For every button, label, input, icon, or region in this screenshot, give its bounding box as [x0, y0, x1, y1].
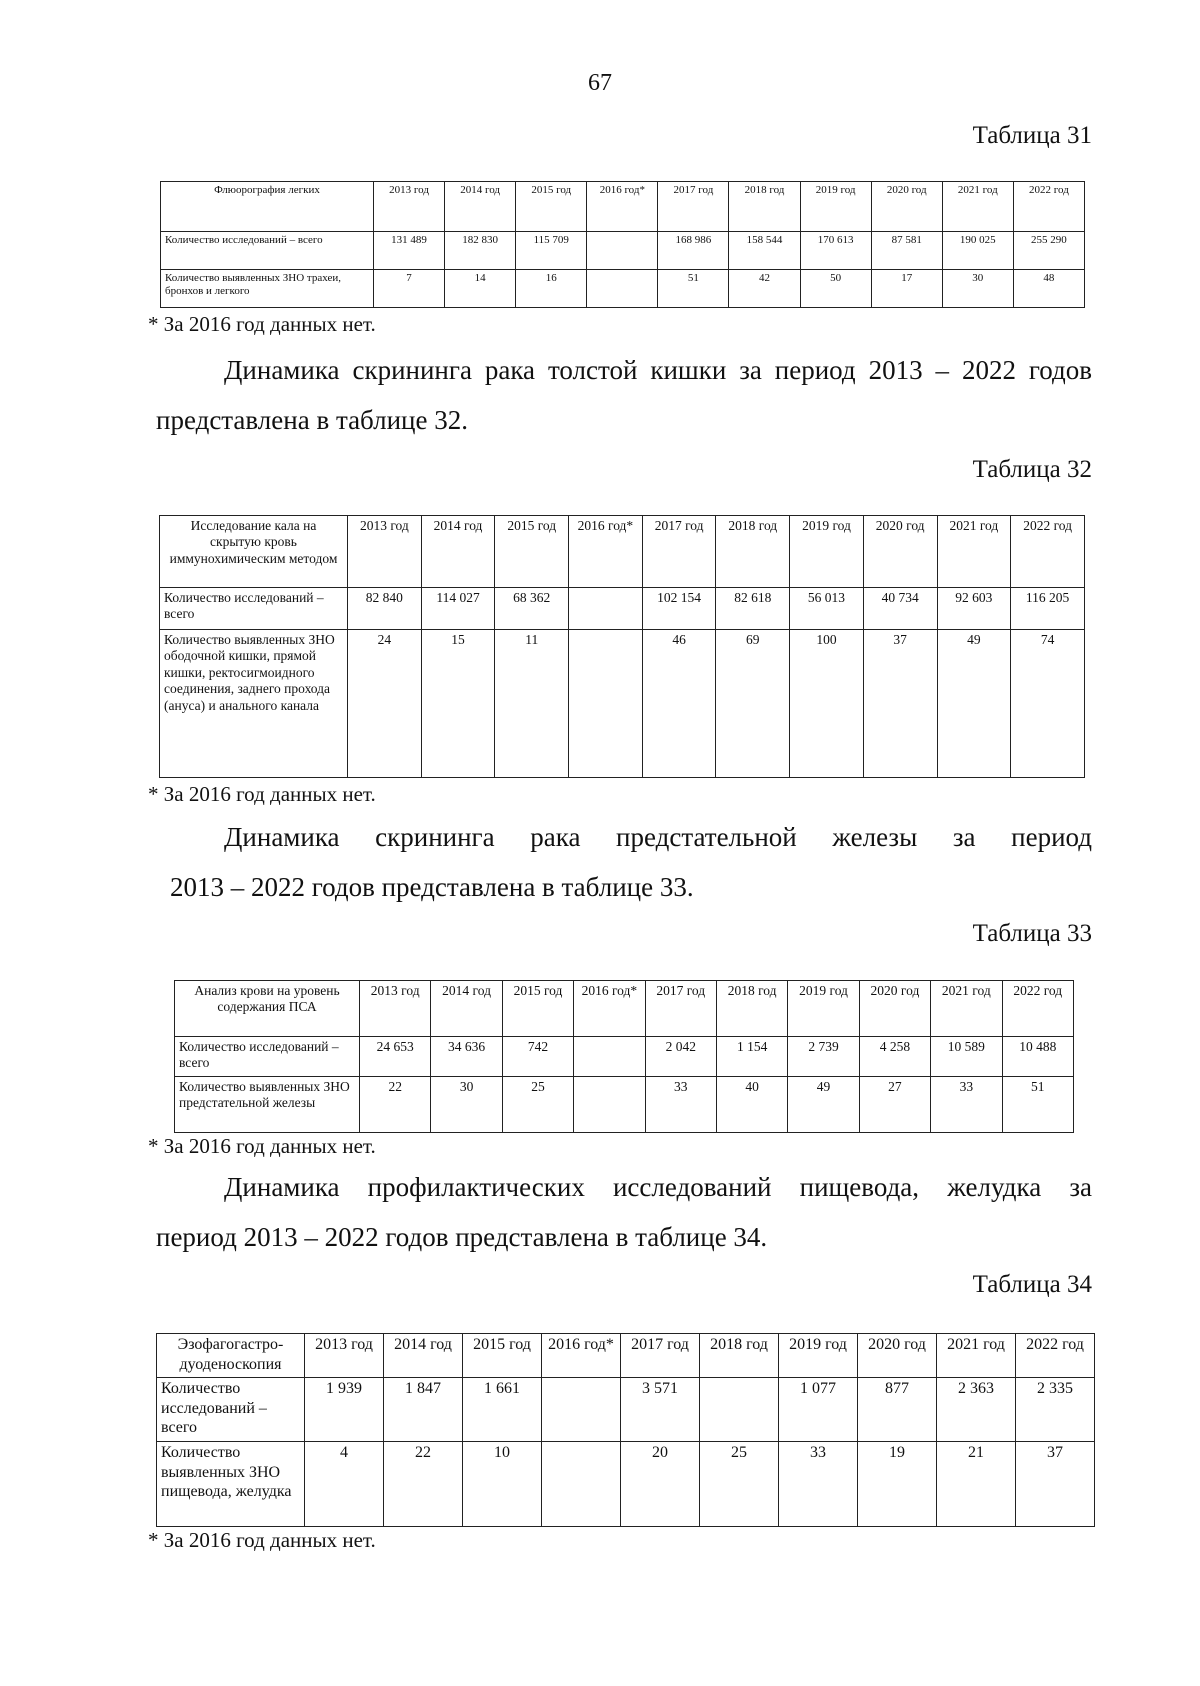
footnote-32: * За 2016 год данных нет. [148, 782, 376, 806]
table-row [161, 270, 1085, 308]
year-cell: 2014 год [445, 182, 516, 232]
year-cell: 2016 год* [542, 1334, 621, 1378]
value-cell: 21 [937, 1442, 1016, 1527]
value-cell: 37 [863, 630, 937, 778]
value-cell: 2 335 [1016, 1378, 1095, 1442]
table-header-cell: Анализ крови на уровень содержания ПСА [175, 981, 360, 1037]
value-cell: 34 636 [431, 1037, 502, 1077]
value-cell: 102 154 [642, 588, 716, 630]
value-cell: 74 [1011, 630, 1085, 778]
value-cell: 1 661 [463, 1378, 542, 1442]
value-cell: 100 [790, 630, 864, 778]
year-cell: 2021 год [937, 516, 1011, 588]
row-label: Количество исследований – всего [157, 1378, 305, 1442]
value-cell: 19 [858, 1442, 937, 1527]
year-cell: 2018 год [700, 1334, 779, 1378]
value-cell: 25 [502, 1077, 573, 1133]
table-header-cell: Исследование кала на скрытую кровь иммунохимическим методом [160, 516, 348, 588]
year-cell: 2021 год [942, 182, 1013, 232]
year-cell: 2019 год [788, 981, 859, 1037]
value-cell: 170 613 [800, 232, 871, 270]
value-cell: 33 [645, 1077, 716, 1133]
value-cell: 33 [931, 1077, 1002, 1133]
value-cell: 42 [729, 270, 800, 308]
value-cell [587, 270, 658, 308]
value-cell [542, 1378, 621, 1442]
value-cell: 37 [1016, 1442, 1095, 1527]
table-header-cell: Флюорография легких [161, 182, 374, 232]
value-cell: 10 488 [1002, 1037, 1073, 1077]
year-cell: 2022 год [1016, 1334, 1095, 1378]
year-cell: 2018 год [716, 516, 790, 588]
value-cell: 51 [1002, 1077, 1073, 1133]
table-header-row [161, 182, 1085, 232]
value-cell: 131 489 [374, 232, 445, 270]
value-cell: 190 025 [942, 232, 1013, 270]
table-33-caption: Таблица 33 [972, 920, 1092, 947]
year-cell: 2022 год [1013, 182, 1084, 232]
year-cell: 2016 год* [587, 182, 658, 232]
footnote-33: * За 2016 год данных нет. [148, 1134, 376, 1158]
year-cell: 2014 год [431, 981, 502, 1037]
value-cell: 22 [360, 1077, 431, 1133]
row-label: Количество выявленных ЗНО трахеи, бронхов и легкого [161, 270, 374, 308]
paragraph-32-line-1: Динамика скрининга рака толстой кишки за период 2013 – 2022 годов [224, 355, 1092, 385]
value-cell: 20 [621, 1442, 700, 1527]
table-header-cell: Эзофагогастро-дуоденоскопия [157, 1334, 305, 1378]
year-cell: 2022 год [1011, 516, 1085, 588]
year-cell: 2017 год [642, 516, 716, 588]
value-cell: 46 [642, 630, 716, 778]
year-cell: 2022 год [1002, 981, 1073, 1037]
value-cell: 82 618 [716, 588, 790, 630]
value-cell: 33 [779, 1442, 858, 1527]
paragraph-34-line-2: период 2013 – 2022 годов представлена в таблице 34. [156, 1222, 768, 1252]
value-cell: 14 [445, 270, 516, 308]
table-34 [156, 1333, 1095, 1527]
row-label: Количество исследований – всего [161, 232, 374, 270]
value-cell: 1 847 [384, 1378, 463, 1442]
year-cell: 2017 год [645, 981, 716, 1037]
value-cell: 168 986 [658, 232, 729, 270]
year-cell: 2019 год [790, 516, 864, 588]
value-cell: 82 840 [348, 588, 422, 630]
value-cell: 49 [788, 1077, 859, 1133]
value-cell: 114 027 [421, 588, 495, 630]
value-cell [700, 1378, 779, 1442]
value-cell: 40 734 [863, 588, 937, 630]
year-cell: 2021 год [937, 1334, 1016, 1378]
value-cell: 87 581 [871, 232, 942, 270]
table-row [160, 630, 1085, 778]
value-cell [569, 588, 643, 630]
value-cell: 158 544 [729, 232, 800, 270]
year-cell: 2020 год [871, 182, 942, 232]
value-cell: 24 653 [360, 1037, 431, 1077]
value-cell: 50 [800, 270, 871, 308]
value-cell: 4 [305, 1442, 384, 1527]
table-row [175, 1077, 1074, 1133]
value-cell: 17 [871, 270, 942, 308]
year-cell: 2015 год [516, 182, 587, 232]
year-cell: 2020 год [859, 981, 930, 1037]
table-row [160, 588, 1085, 630]
value-cell: 25 [700, 1442, 779, 1527]
year-cell: 2014 год [421, 516, 495, 588]
year-cell: 2016 год* [569, 516, 643, 588]
value-cell: 1 154 [716, 1037, 787, 1077]
value-cell [587, 232, 658, 270]
year-cell: 2013 год [360, 981, 431, 1037]
value-cell: 48 [1013, 270, 1084, 308]
value-cell: 742 [502, 1037, 573, 1077]
value-cell: 49 [937, 630, 1011, 778]
value-cell: 10 [463, 1442, 542, 1527]
year-cell: 2015 год [495, 516, 569, 588]
paragraph-33-line-2: 2013 – 2022 годов представлена в таблице 33. [170, 872, 694, 902]
footnote-31: * За 2016 год данных нет. [148, 312, 376, 336]
value-cell [542, 1442, 621, 1527]
value-cell: 116 205 [1011, 588, 1085, 630]
value-cell [574, 1037, 645, 1077]
table-31-caption: Таблица 31 [972, 122, 1092, 149]
year-cell: 2019 год [779, 1334, 858, 1378]
value-cell: 182 830 [445, 232, 516, 270]
year-cell: 2020 год [863, 516, 937, 588]
value-cell: 1 939 [305, 1378, 384, 1442]
value-cell: 30 [431, 1077, 502, 1133]
row-label: Количество выявленных ЗНО ободочной кишки, прямой кишки, ректосигмоидного соединения, заднего прохода (ануса) и анального канала [160, 630, 348, 778]
year-cell: 2020 год [858, 1334, 937, 1378]
paragraph-32-line-2: представлена в таблице 32. [156, 405, 468, 435]
value-cell: 56 013 [790, 588, 864, 630]
value-cell: 51 [658, 270, 729, 308]
year-cell: 2013 год [348, 516, 422, 588]
table-row [161, 232, 1085, 270]
footnote-34: * За 2016 год данных нет. [148, 1528, 376, 1552]
page-number: 67 [588, 70, 612, 96]
table-header-row [157, 1334, 1095, 1378]
value-cell: 22 [384, 1442, 463, 1527]
row-label: Количество выявленных ЗНО предстательной железы [175, 1077, 360, 1133]
table-32 [159, 515, 1085, 778]
value-cell: 7 [374, 270, 445, 308]
value-cell: 255 290 [1013, 232, 1084, 270]
table-row [157, 1378, 1095, 1442]
year-cell: 2014 год [384, 1334, 463, 1378]
year-cell: 2021 год [931, 981, 1002, 1037]
paragraph-33-line-1: Динамика скрининга рака предстательной железы за период [224, 822, 1092, 852]
value-cell [574, 1077, 645, 1133]
year-cell: 2015 год [463, 1334, 542, 1378]
value-cell: 115 709 [516, 232, 587, 270]
row-label: Количество исследований – всего [160, 588, 348, 630]
value-cell: 92 603 [937, 588, 1011, 630]
value-cell: 2 363 [937, 1378, 1016, 1442]
table-32-caption: Таблица 32 [972, 456, 1092, 483]
value-cell: 27 [859, 1077, 930, 1133]
year-cell: 2015 год [502, 981, 573, 1037]
value-cell: 10 589 [931, 1037, 1002, 1077]
value-cell: 16 [516, 270, 587, 308]
value-cell: 11 [495, 630, 569, 778]
paragraph-34-line-1: Динамика профилактических исследований пищевода, желудка за [224, 1172, 1092, 1202]
value-cell: 2 739 [788, 1037, 859, 1077]
value-cell [569, 630, 643, 778]
table-header-row [175, 981, 1074, 1037]
value-cell: 877 [858, 1378, 937, 1442]
row-label: Количество выявленных ЗНО пищевода, желудка [157, 1442, 305, 1527]
year-cell: 2019 год [800, 182, 871, 232]
year-cell: 2018 год [729, 182, 800, 232]
table-34-caption: Таблица 34 [972, 1271, 1092, 1298]
value-cell: 4 258 [859, 1037, 930, 1077]
table-header-row [160, 516, 1085, 588]
value-cell: 40 [716, 1077, 787, 1133]
value-cell: 15 [421, 630, 495, 778]
table-31 [160, 181, 1085, 308]
value-cell: 1 077 [779, 1378, 858, 1442]
value-cell: 24 [348, 630, 422, 778]
year-cell: 2017 год [658, 182, 729, 232]
table-row [157, 1442, 1095, 1527]
year-cell: 2016 год* [574, 981, 645, 1037]
value-cell: 69 [716, 630, 790, 778]
value-cell: 68 362 [495, 588, 569, 630]
year-cell: 2013 год [374, 182, 445, 232]
table-33 [174, 980, 1074, 1133]
year-cell: 2018 год [716, 981, 787, 1037]
value-cell: 2 042 [645, 1037, 716, 1077]
value-cell: 3 571 [621, 1378, 700, 1442]
year-cell: 2017 год [621, 1334, 700, 1378]
value-cell: 30 [942, 270, 1013, 308]
year-cell: 2013 год [305, 1334, 384, 1378]
table-row [175, 1037, 1074, 1077]
row-label: Количество исследований – всего [175, 1037, 360, 1077]
